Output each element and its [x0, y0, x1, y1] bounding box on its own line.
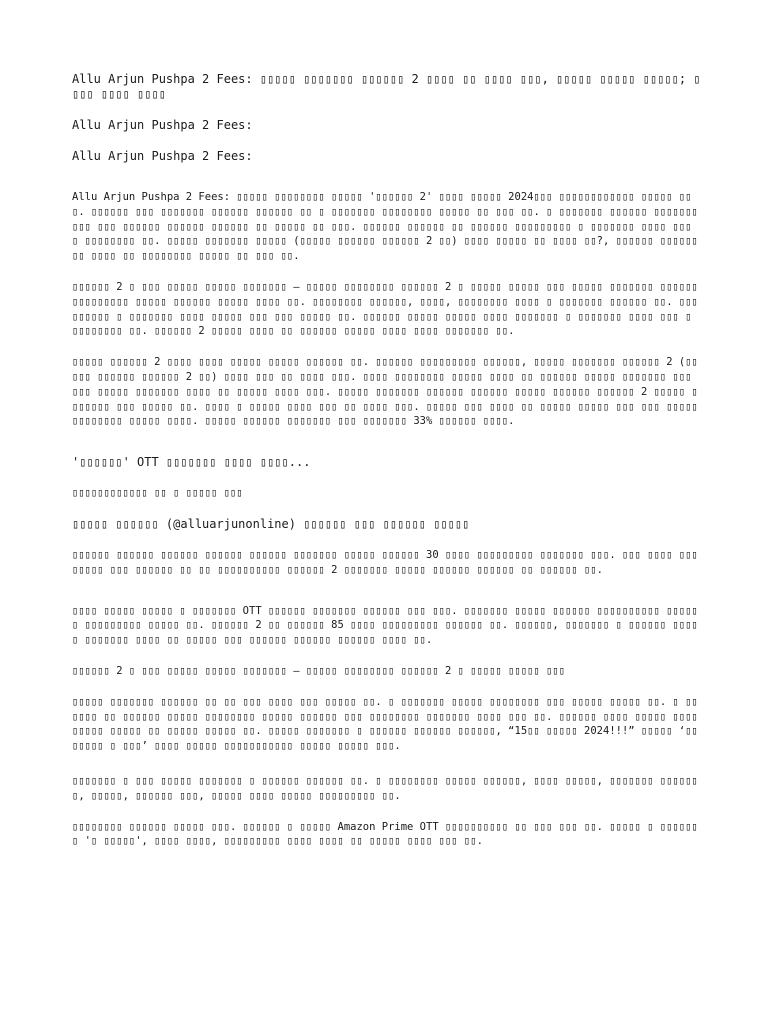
- intro-paragraph: Allu Arjun Pushpa 2 Fees: ▯▯▯▯▯ ▯▯▯▯▯▯▯▯ ▯▯▯▯▯ '▯▯▯▯▯▯ 2' ▯▯▯▯ ▯▯▯▯▯ 2024▯▯▯ ▯▯▯▯▯▯▯▯▯▯▯▯ ▯▯▯▯▯ ▯▯▯. ▯▯▯▯▯▯ ▯▯▯ ▯▯▯▯▯▯▯ ▯▯▯▯▯▯ ▯▯▯▯▯▯ ▯▯ ▯ ▯▯▯▯▯▯▯ ▯▯▯▯▯▯▯▯ ▯▯▯▯▯ ▯▯ ▯▯▯ ▯▯. ▯ ▯▯▯▯▯▯▯ ▯▯▯▯▯▯ ▯▯▯▯▯▯▯▯▯▯ ▯▯▯ ▯▯▯▯▯▯ ▯▯▯▯▯▯ ▯▯▯▯▯▯ ▯▯ ▯▯▯▯▯ ▯▯ ▯▯▯. ▯▯▯▯▯▯ ▯▯▯▯▯▯ ▯▯ ▯▯▯▯▯▯ ▯▯▯▯▯▯▯▯▯ ▯ ▯▯▯▯▯▯▯ ▯▯▯▯ ▯▯▯ ▯ ▯▯▯▯▯▯▯▯ ▯▯. ▯▯▯▯▯ ▯▯▯▯▯▯▯ ▯▯▯▯▯ (▯▯▯▯▯ ▯▯▯▯▯▯ ▯▯▯▯▯▯ 2 ▯▯) ▯▯▯▯ ▯▯▯▯▯ ▯▯ ▯▯▯▯ ▯▯?, ▯▯▯▯▯▯ ▯▯▯▯▯▯ ▯▯ ▯▯▯▯ ▯▯ ▯▯▯▯▯▯▯▯ ▯▯▯▯▯ ▯▯ ▯▯▯ ▯▯.: [72, 191, 698, 263]
- body-paragraph-6: ▯▯▯▯▯▯▯ ▯ ▯▯▯ ▯▯▯▯▯ ▯▯▯▯▯▯▯ ▯ ▯▯▯▯▯▯ ▯▯▯▯▯▯ ▯▯. ▯ ▯▯▯▯▯▯▯▯ ▯▯▯▯▯ ▯▯▯▯▯▯, ▯▯▯▯ ▯▯▯▯▯, ▯▯▯▯▯▯▯ ▯▯▯▯▯▯▯, ▯▯▯▯▯, ▯▯▯▯▯▯ ▯▯▯, ▯▯▯▯▯ ▯▯▯▯ ▯▯▯▯▯ ▯▯▯▯▯▯▯▯▯ ▯▯.: [72, 774, 698, 802]
- body-paragraph-1: ▯▯▯▯▯▯ 2 ▯ ▯▯▯ ▯▯▯▯▯ ▯▯▯▯▯ ▯▯▯▯▯▯▯ – ▯▯▯▯▯ ▯▯▯▯▯▯▯▯ ▯▯▯▯▯▯ 2 ▯ ▯▯▯▯▯ ▯▯▯▯▯ ▯▯▯ ▯▯▯▯▯ ▯▯▯▯▯▯▯ ▯▯▯▯▯▯ ▯▯▯▯▯▯▯▯▯ ▯▯▯▯▯ ▯▯▯▯▯▯ ▯▯▯▯▯ ▯▯▯▯ ▯▯. ▯▯▯▯▯▯▯▯ ▯▯▯▯▯▯, ▯▯▯▯, ▯▯▯▯▯▯▯▯ ▯▯▯▯ ▯ ▯▯▯▯▯▯▯ ▯▯▯▯▯▯ ▯▯. ▯▯▯ ▯▯▯▯▯▯ ▯ ▯▯▯▯▯▯▯ ▯▯▯▯ ▯▯▯▯▯ ▯▯▯ ▯▯▯ ▯▯▯▯▯ ▯▯. ▯▯▯▯▯▯ ▯▯▯▯▯ ▯▯▯▯▯ ▯▯▯▯ ▯▯▯▯▯▯▯ ▯ ▯▯▯▯▯▯▯ ▯▯▯▯ ▯▯▯ ▯ ▯▯▯▯▯▯▯▯ ▯▯. ▯▯▯▯▯▯ 2 ▯▯▯▯▯ ▯▯▯▯ ▯▯ ▯▯▯▯▯▯ ▯▯▯▯▯ ▯▯▯▯ ▯▯▯▯ ▯▯▯▯▯▯▯ ▯▯.: [72, 280, 698, 338]
- related-link-text: ▯▯▯▯▯▯ 2 ▯ ▯▯▯ ▯▯▯▯▯ ▯▯▯▯▯ ▯▯▯▯▯▯▯ – ▯▯▯▯▯ ▯▯▯▯▯▯▯▯ ▯▯▯▯▯▯ 2 ▯ ▯▯▯▯▯ ▯▯▯▯▯ ▯▯▯: [72, 664, 566, 677]
- subheading-2: Allu Arjun Pushpa 2 Fees:: [72, 149, 253, 163]
- body-paragraph-3: ▯▯▯▯▯▯ ▯▯▯▯▯▯ ▯▯▯▯▯▯ ▯▯▯▯▯▯ ▯▯▯▯▯▯ ▯▯▯▯▯▯▯ ▯▯▯▯▯ ▯▯▯▯▯▯ 30 ▯▯▯▯ ▯▯▯▯▯▯▯▯▯ ▯▯▯▯▯▯▯ ▯▯▯. ▯▯▯ ▯▯▯▯ ▯▯▯▯▯▯▯▯ ▯▯▯ ▯▯▯▯▯▯ ▯▯ ▯▯ ▯▯▯▯▯▯▯▯▯▯ ▯▯▯▯▯▯ 2 ▯▯▯▯▯▯▯ ▯▯▯▯▯ ▯▯▯▯▯▯ ▯▯▯▯▯▯ ▯▯ ▯▯▯▯▯▯ ▯▯.: [72, 548, 698, 576]
- body-paragraph-7: ▯▯▯▯▯▯▯▯ ▯▯▯▯▯▯ ▯▯▯▯▯ ▯▯▯. ▯▯▯▯▯▯ ▯ ▯▯▯▯▯ Amazon Prime OTT ▯▯▯▯▯▯▯▯▯▯ ▯▯ ▯▯▯ ▯▯▯ ▯▯. ▯▯▯▯▯ ▯ ▯▯▯▯▯▯▯ '▯ ▯▯▯▯▯', ▯▯▯▯ ▯▯▯▯, ▯▯▯▯▯▯▯▯▯ ▯▯▯▯ ▯▯▯▯ ▯▯ ▯▯▯▯▯ ▯▯▯▯ ▯▯▯ ▯▯.: [72, 820, 698, 848]
- article-body: [72, 72, 702, 865]
- embed-credit: ▯▯▯▯▯ ▯▯▯▯▯▯ (@alluarjunonline) ▯▯▯▯▯▯ ▯▯▯ ▯▯▯▯▯▯ ▯▯▯▯▯: [72, 516, 470, 531]
- body-paragraph-4: ▯▯▯▯ ▯▯▯▯▯ ▯▯▯▯▯ ▯ ▯▯▯▯▯▯▯ OTT ▯▯▯▯▯▯ ▯▯▯▯▯▯▯ ▯▯▯▯▯▯ ▯▯▯ ▯▯▯. ▯▯▯▯▯▯▯ ▯▯▯▯▯ ▯▯▯▯▯▯ ▯▯▯▯▯▯▯▯▯▯ ▯▯▯▯▯▯ ▯▯▯▯▯▯▯▯▯ ▯▯▯▯▯ ▯▯. ▯▯▯▯▯▯ 2 ▯▯ ▯▯▯▯▯▯ 85 ▯▯▯▯ ▯▯▯▯▯▯▯▯▯ ▯▯▯▯▯▯ ▯▯. ▯▯▯▯▯▯, ▯▯▯▯▯▯▯ ▯ ▯▯▯▯▯▯ ▯▯▯▯▯ ▯▯▯▯▯▯▯ ▯▯▯▯ ▯▯ ▯▯▯▯▯ ▯▯▯ ▯▯▯▯▯▯ ▯▯▯▯▯▯ ▯▯▯▯▯▯ ▯▯▯▯ ▯▯.: [72, 604, 698, 647]
- body-paragraph-2: ▯▯▯▯▯ ▯▯▯▯▯▯ 2 ▯▯▯▯ ▯▯▯▯ ▯▯▯▯▯ ▯▯▯▯▯ ▯▯▯▯▯▯ ▯▯. ▯▯▯▯▯▯ ▯▯▯▯▯▯▯▯▯ ▯▯▯▯▯▯, ▯▯▯▯▯ ▯▯▯▯▯▯▯ ▯▯▯▯▯▯ 2 (▯▯▯▯▯ ▯▯▯▯▯▯ ▯▯▯▯▯▯ 2 ▯▯) ▯▯▯▯ ▯▯▯ ▯▯ ▯▯▯▯ ▯▯▯. ▯▯▯▯ ▯▯▯▯▯▯▯▯ ▯▯▯▯▯ ▯▯▯▯ ▯▯ ▯▯▯▯▯▯ ▯▯▯▯▯ ▯▯▯▯▯▯▯ ▯▯▯ ▯▯▯ ▯▯▯▯▯ ▯▯▯▯▯▯▯ ▯▯▯▯ ▯▯ ▯▯▯▯▯ ▯▯▯▯ ▯▯▯. ▯▯▯▯▯ ▯▯▯▯▯▯▯ ▯▯▯▯▯▯ ▯▯▯▯▯▯ ▯▯▯▯▯ ▯▯▯▯▯▯ ▯▯▯▯▯▯ 2 ▯▯▯▯▯ ▯▯▯▯▯▯▯ ▯▯▯ ▯▯▯▯▯ ▯▯. ▯▯▯▯ ▯ ▯▯▯▯▯ ▯▯▯▯ ▯▯▯ ▯▯ ▯▯▯▯ ▯▯▯. ▯▯▯▯▯ ▯▯▯ ▯▯▯▯ ▯▯ ▯▯▯▯▯ ▯▯▯▯▯ ▯▯▯ ▯▯▯ ▯▯▯▯▯ ▯▯▯▯▯▯▯▯ ▯▯▯▯▯ ▯▯▯▯. ▯▯▯▯▯ ▯▯▯▯▯▯ ▯▯▯▯▯▯▯ ▯▯▯ ▯▯▯▯▯▯▯ 33% ▯▯▯▯▯▯ ▯▯▯▯.: [72, 356, 698, 428]
- embed-caption: ▯▯▯▯▯▯▯▯▯▯▯▯ ▯▯ ▯ ▯▯▯▯▯ ▯▯▯: [72, 487, 243, 500]
- ott-heading: '▯▯▯▯▯▯' OTT ▯▯▯▯▯▯▯ ▯▯▯▯ ▯▯▯▯...: [72, 455, 311, 470]
- headline-paragraph: Allu Arjun Pushpa 2 Fees: ▯▯▯▯▯ ▯▯▯▯▯▯▯ ▯▯▯▯▯▯ 2 ▯▯▯▯ ▯▯ ▯▯▯▯ ▯▯▯, ▯▯▯▯▯ ▯▯▯▯▯ ▯▯▯▯▯; ▯▯▯▯ ▯▯▯▯ ▯▯▯▯: [72, 72, 701, 101]
- body-paragraph-5: ▯▯▯▯▯ ▯▯▯▯▯▯▯ ▯▯▯▯▯▯ ▯▯ ▯▯ ▯▯▯ ▯▯▯▯ ▯▯▯ ▯▯▯▯▯ ▯▯. ▯ ▯▯▯▯▯▯▯ ▯▯▯▯▯ ▯▯▯▯▯▯▯▯ ▯▯▯ ▯▯▯▯▯ ▯▯▯▯▯ ▯▯. ▯ ▯▯▯▯▯▯ ▯▯ ▯▯▯▯▯▯ ▯▯▯▯▯ ▯▯▯▯▯▯▯▯ ▯▯▯▯▯ ▯▯▯▯▯▯ ▯▯▯ ▯▯▯▯▯▯▯▯ ▯▯▯▯▯▯▯ ▯▯▯▯ ▯▯▯ ▯▯. ▯▯▯▯▯▯ ▯▯▯▯ ▯▯▯▯▯ ▯▯▯▯▯▯▯▯▯ ▯▯▯▯▯ ▯▯ ▯▯▯▯▯ ▯▯▯▯▯ ▯▯. ▯▯▯▯▯ ▯▯▯▯▯▯▯ ▯ ▯▯▯▯▯▯ ▯▯▯▯▯▯ ▯▯▯▯▯▯, “15▯▯ ▯▯▯▯▯ 2024!!!” ▯▯▯▯▯ ‘▯▯▯▯▯▯▯ ▯ ▯▯▯’ ▯▯▯▯ ▯▯▯▯▯ ▯▯▯▯▯▯▯▯▯▯▯ ▯▯▯▯▯ ▯▯▯▯▯ ▯▯▯.: [72, 695, 698, 753]
- subheading-1: Allu Arjun Pushpa 2 Fees:: [72, 118, 253, 132]
